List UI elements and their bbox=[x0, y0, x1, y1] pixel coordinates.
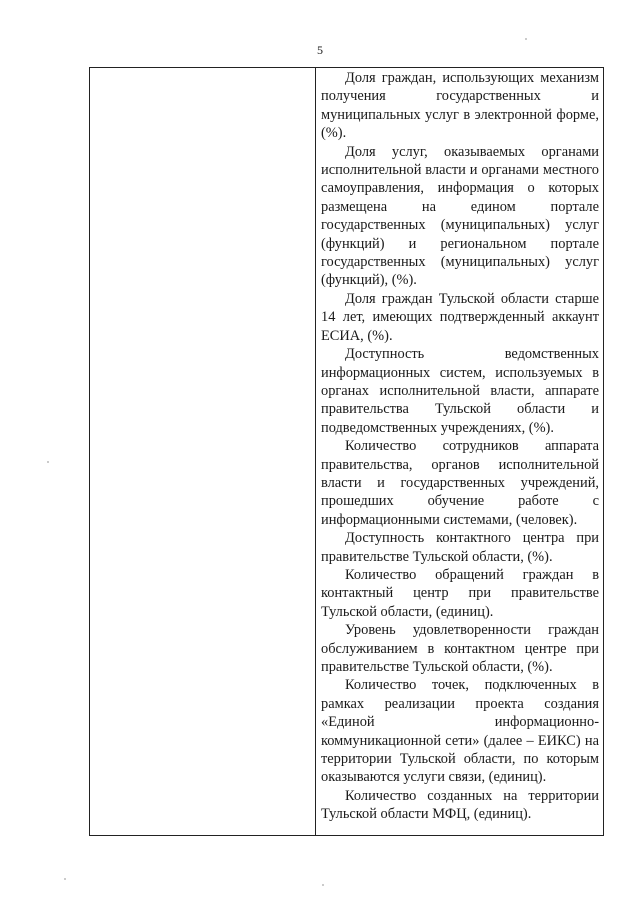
page-number: 5 bbox=[317, 43, 323, 57]
indicator-item: Количество обращений граждан в контактный центр при правительстве Тульской области, (единиц). bbox=[321, 566, 599, 620]
indicator-item: Доля граждан Тульской области старше 14 лет, имеющих подтвержденный аккаунт ЕСИА, (%). bbox=[321, 290, 599, 344]
table-left-cell bbox=[90, 68, 316, 835]
table-right-cell bbox=[316, 68, 603, 835]
indicator-item: Количество точек, подключенных в рамках реализации проекта создания «Единой информационно-коммуникационной сети» (далее – ЕИКС) на территории Тульской области, по которым оказываются услуги связи, (единиц). bbox=[321, 677, 599, 786]
indicator-item: Доступность ведомственных информационных систем, используемых в органах исполнительной власти, аппарате правительства Тульской области и подведомственных учреждениях, (%). bbox=[321, 346, 599, 436]
indicator-item: Уровень удовлетворенности граждан обслуживанием в контактном центре при правительстве Тульской области, (%). bbox=[321, 622, 599, 675]
scan-speck bbox=[47, 461, 49, 463]
indicator-item: Доступность контактного центра при правительстве Тульской области, (%). bbox=[321, 530, 599, 565]
scan-speck bbox=[322, 884, 324, 886]
indicator-item: Доля граждан, использующих механизм получения государственных и муниципальных услуг в электронной форме, (%). bbox=[321, 70, 599, 142]
indicators-table bbox=[89, 67, 604, 836]
scan-speck bbox=[64, 878, 66, 880]
scan-speck bbox=[525, 38, 527, 40]
indicator-item: Количество созданных на территории Тульской области МФЦ, (единиц). bbox=[321, 787, 599, 823]
indicator-item: Количество сотрудников аппарата правительства, органов исполнительной власти и государственных учреждений, прошедших обучение работе с информационными системами, (человек). bbox=[321, 438, 599, 528]
indicator-item: Доля услуг, оказываемых органами исполнительной власти и органами местного самоуправления, информация о которых размещена на едином портале государственных (муниципальных) услуг (функций) и региональном портале государственных (муниципальных) услуг (функций), (%). bbox=[321, 143, 599, 289]
